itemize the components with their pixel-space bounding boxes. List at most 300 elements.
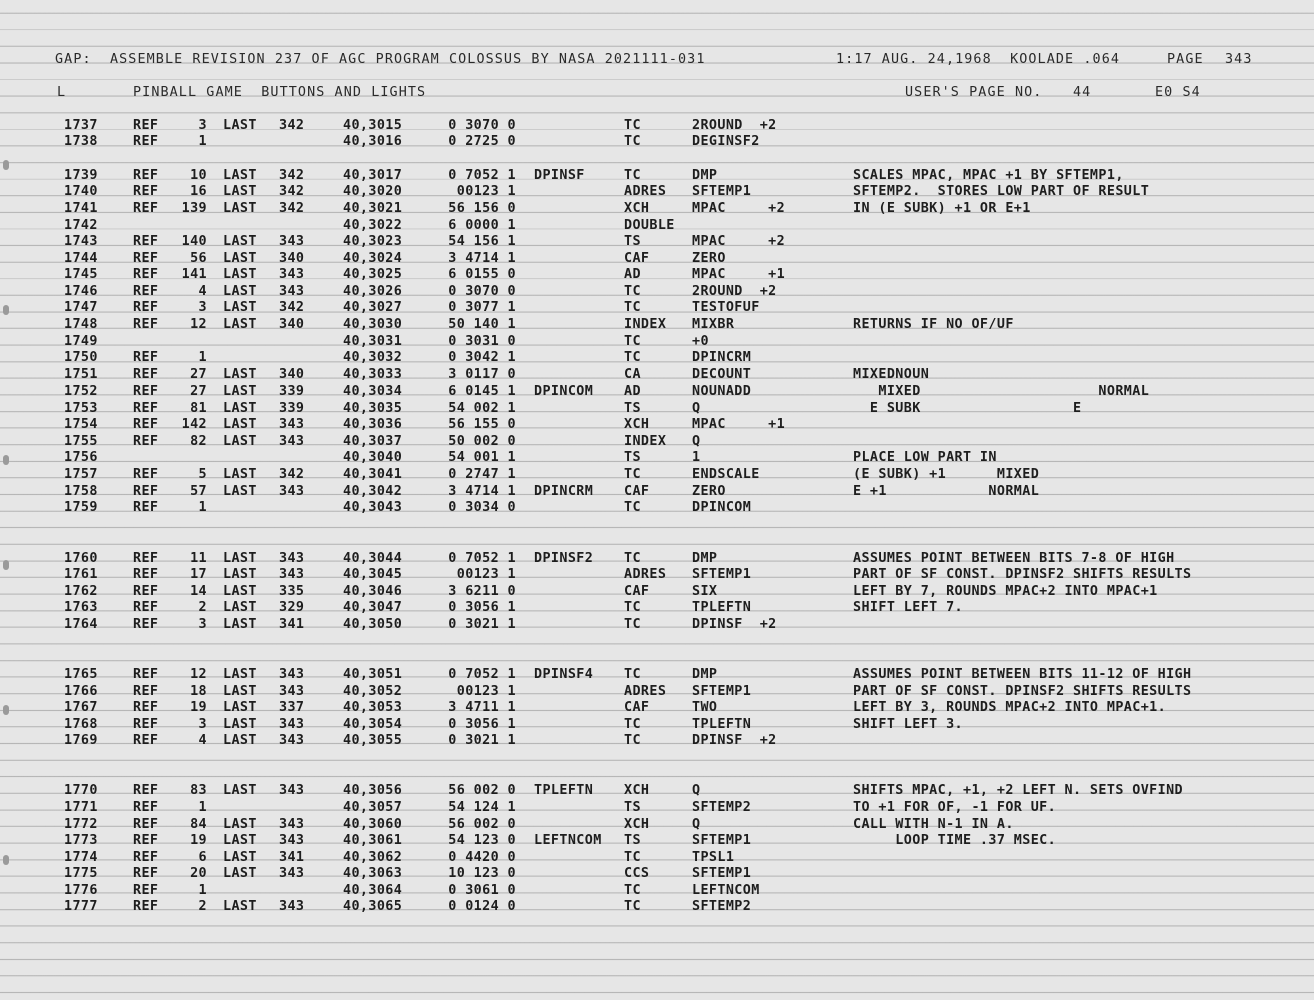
ref-count: 1: [198, 350, 207, 365]
operand: DPINCOM: [692, 500, 752, 515]
comment: ASSUMES POINT BETWEEN BITS 7-8 OF HIGH: [853, 551, 1175, 566]
last-keyword: LAST: [223, 717, 257, 732]
last-page: 340: [279, 317, 305, 332]
ref-keyword: REF: [133, 567, 159, 582]
operand: 2ROUND +2: [692, 118, 777, 133]
address: 40,3024: [343, 251, 403, 266]
line-number: 1774: [64, 850, 98, 865]
line-number: 1739: [64, 168, 98, 183]
octal-word: 0 2747 1: [448, 467, 516, 482]
opcode: INDEX: [624, 317, 667, 332]
operand: MPAC +2: [692, 201, 786, 216]
ref-count: 82: [190, 434, 207, 449]
octal-word: 56 002 0: [448, 783, 516, 798]
address: 40,3055: [343, 733, 403, 748]
listing-row: [0, 717, 1314, 733]
last-page: 343: [279, 434, 305, 449]
address: 40,3035: [343, 401, 403, 416]
listing-row: [0, 667, 1314, 683]
last-page: 341: [279, 850, 305, 865]
ref-count: 5: [198, 467, 207, 482]
octal-word: 50 002 0: [448, 434, 516, 449]
opcode: TC: [624, 850, 641, 865]
operand: DPINCRM: [692, 350, 752, 365]
last-keyword: LAST: [223, 434, 257, 449]
last-page: 343: [279, 866, 305, 881]
ref-count: 3: [198, 717, 207, 732]
line-number: 1755: [64, 434, 98, 449]
ref-keyword: REF: [133, 184, 159, 199]
address: 40,3023: [343, 234, 403, 249]
listing-row: [0, 850, 1314, 866]
last-page: 341: [279, 617, 305, 632]
ref-keyword: REF: [133, 367, 159, 382]
ref-count: 6: [198, 850, 207, 865]
ref-count: 3: [198, 300, 207, 315]
address: 40,3043: [343, 500, 403, 515]
last-keyword: LAST: [223, 168, 257, 183]
users-page-number: 44: [1073, 85, 1092, 100]
last-keyword: LAST: [223, 783, 257, 798]
last-keyword: LAST: [223, 317, 257, 332]
ref-keyword: REF: [133, 300, 159, 315]
line-number: 1737: [64, 118, 98, 133]
line-number: 1744: [64, 251, 98, 266]
operand: DECOUNT: [692, 367, 752, 382]
users-page-label: USER'S PAGE NO.: [905, 85, 1043, 100]
listing-row: [0, 883, 1314, 899]
ref-count: 20: [190, 866, 207, 881]
operand: SFTEMP1: [692, 684, 752, 699]
listing-row: [0, 617, 1314, 633]
label: TPLEFTN: [534, 783, 594, 798]
address: 40,3044: [343, 551, 403, 566]
octal-word: 6 0000 1: [448, 218, 516, 233]
opcode: INDEX: [624, 434, 667, 449]
ref-keyword: REF: [133, 350, 159, 365]
octal-word: 56 155 0: [448, 417, 516, 432]
listing-row: [0, 899, 1314, 915]
octal-word: 00123 1: [456, 184, 516, 199]
ref-keyword: REF: [133, 833, 159, 848]
last-page: 343: [279, 684, 305, 699]
last-keyword: LAST: [223, 833, 257, 848]
address: 40,3037: [343, 434, 403, 449]
address: 40,3064: [343, 883, 403, 898]
octal-word: 0 3056 1: [448, 600, 516, 615]
listing-row: [0, 184, 1314, 200]
section-title: PINBALL GAME BUTTONS AND LIGHTS: [133, 85, 427, 100]
opcode: TS: [624, 401, 641, 416]
ref-keyword: REF: [133, 267, 159, 282]
opcode: XCH: [624, 417, 650, 432]
last-keyword: LAST: [223, 201, 257, 216]
ref-count: 84: [190, 817, 207, 832]
ref-keyword: REF: [133, 500, 159, 515]
comment: IN (E SUBK) +1 OR E+1: [853, 201, 1031, 216]
ref-keyword: REF: [133, 684, 159, 699]
operand: DMP: [692, 168, 718, 183]
line-number: 1753: [64, 401, 98, 416]
ref-count: 19: [190, 833, 207, 848]
octal-word: 0 3077 1: [448, 300, 516, 315]
line-number: 1750: [64, 350, 98, 365]
opcode: TS: [624, 833, 641, 848]
ref-count: 2: [198, 600, 207, 615]
ref-keyword: REF: [133, 251, 159, 266]
address: 40,3015: [343, 118, 403, 133]
last-keyword: LAST: [223, 700, 257, 715]
ref-count: 14: [190, 584, 207, 599]
operand: SIX: [692, 584, 718, 599]
octal-word: 3 4714 1: [448, 484, 516, 499]
listing-row: [0, 350, 1314, 366]
line-number: 1763: [64, 600, 98, 615]
address: 40,3052: [343, 684, 403, 699]
ref-count: 12: [190, 317, 207, 332]
listing-row: [0, 234, 1314, 250]
comment: LOOP TIME .37 MSEC.: [853, 833, 1057, 848]
line-number: 1754: [64, 417, 98, 432]
comment: TO +1 FOR OF, -1 FOR UF.: [853, 800, 1057, 815]
ref-keyword: REF: [133, 467, 159, 482]
assembly-header: [0, 52, 1314, 68]
line-number: 1740: [64, 184, 98, 199]
page-number: 343: [1225, 52, 1253, 67]
ref-count: 81: [190, 401, 207, 416]
listing-row: [0, 267, 1314, 283]
octal-word: 54 123 0: [448, 833, 516, 848]
operand: DMP: [692, 667, 718, 682]
ref-keyword: REF: [133, 118, 159, 133]
address: 40,3062: [343, 850, 403, 865]
comment: (E SUBK) +1 MIXED: [853, 467, 1040, 482]
ref-count: 139: [181, 201, 207, 216]
comment: PART OF SF CONST. DPINSF2 SHIFTS RESULTS: [853, 684, 1192, 699]
octal-word: 6 0145 1: [448, 384, 516, 399]
ref-count: 17: [190, 567, 207, 582]
ref-count: 1: [198, 500, 207, 515]
operand: SFTEMP2: [692, 800, 752, 815]
address: 40,3027: [343, 300, 403, 315]
operand: LEFTNCOM: [692, 883, 760, 898]
address: 40,3021: [343, 201, 403, 216]
last-keyword: LAST: [223, 367, 257, 382]
opcode: TC: [624, 500, 641, 515]
opcode: TC: [624, 118, 641, 133]
last-keyword: LAST: [223, 118, 257, 133]
comment: MIXED NORMAL: [853, 384, 1150, 399]
opcode: ADRES: [624, 184, 667, 199]
octal-word: 0 4420 0: [448, 850, 516, 865]
ref-keyword: REF: [133, 317, 159, 332]
listing-row: [0, 201, 1314, 217]
octal-word: 0 3021 1: [448, 733, 516, 748]
line-number: 1777: [64, 899, 98, 914]
operand: ZERO: [692, 484, 726, 499]
last-page: 343: [279, 284, 305, 299]
address: 40,3056: [343, 783, 403, 798]
line-number: 1748: [64, 317, 98, 332]
operand: SFTEMP1: [692, 866, 752, 881]
octal-word: 54 002 1: [448, 401, 516, 416]
listing-row: [0, 168, 1314, 184]
opcode: TC: [624, 717, 641, 732]
operand: Q: [692, 401, 701, 416]
last-page: 329: [279, 600, 305, 615]
address: 40,3060: [343, 817, 403, 832]
ref-count: 57: [190, 484, 207, 499]
opcode: CA: [624, 367, 641, 382]
octal-word: 0 7052 1: [448, 667, 516, 682]
octal-word: 0 3070 0: [448, 284, 516, 299]
last-keyword: LAST: [223, 817, 257, 832]
octal-word: 56 002 0: [448, 817, 516, 832]
listing-row: [0, 251, 1314, 267]
opcode: XCH: [624, 783, 650, 798]
ref-count: 2: [198, 899, 207, 914]
operand: Q: [692, 783, 701, 798]
listing-row: [0, 317, 1314, 333]
line-number: 1764: [64, 617, 98, 632]
operand: MPAC +2: [692, 234, 786, 249]
ref-count: 56: [190, 251, 207, 266]
label: DPINSF: [534, 168, 585, 183]
line-number: 1771: [64, 800, 98, 815]
address: 40,3020: [343, 184, 403, 199]
opcode: TC: [624, 883, 641, 898]
opcode: TC: [624, 551, 641, 566]
ref-count: 10: [190, 168, 207, 183]
last-keyword: LAST: [223, 467, 257, 482]
last-page: 342: [279, 467, 305, 482]
octal-word: 6 0155 0: [448, 267, 516, 282]
listing-row: [0, 417, 1314, 433]
last-page: 343: [279, 567, 305, 582]
operand: SFTEMP2: [692, 899, 752, 914]
address: 40,3030: [343, 317, 403, 332]
octal-word: 0 3061 0: [448, 883, 516, 898]
operand: ENDSCALE: [692, 467, 760, 482]
last-keyword: LAST: [223, 617, 257, 632]
line-number: 1757: [64, 467, 98, 482]
last-keyword: LAST: [223, 584, 257, 599]
line-number: 1745: [64, 267, 98, 282]
ref-count: 18: [190, 684, 207, 699]
line-number: 1758: [64, 484, 98, 499]
comment: SHIFT LEFT 3.: [853, 717, 964, 732]
comment: E SUBK E: [853, 401, 1082, 416]
last-keyword: LAST: [223, 866, 257, 881]
address: 40,3045: [343, 567, 403, 582]
operand: DPINSF +2: [692, 733, 777, 748]
listing-row: [0, 218, 1314, 234]
ref-keyword: REF: [133, 551, 159, 566]
address: 40,3022: [343, 218, 403, 233]
line-number: 1738: [64, 134, 98, 149]
octal-word: 54 156 1: [448, 234, 516, 249]
ref-count: 1: [198, 800, 207, 815]
octal-word: 0 3034 0: [448, 500, 516, 515]
opcode: TC: [624, 467, 641, 482]
page-label: PAGE: [1167, 52, 1204, 67]
last-page: 343: [279, 484, 305, 499]
opcode: TS: [624, 800, 641, 815]
opcode: TC: [624, 733, 641, 748]
ref-count: 1: [198, 134, 207, 149]
address: 40,3054: [343, 717, 403, 732]
line-number: 1769: [64, 733, 98, 748]
operand: TPSL1: [692, 850, 735, 865]
opcode: TC: [624, 600, 641, 615]
opcode: AD: [624, 267, 641, 282]
listing-row: [0, 401, 1314, 417]
ref-count: 140: [181, 234, 207, 249]
operand: Q: [692, 817, 701, 832]
line-number: 1776: [64, 883, 98, 898]
ref-count: 27: [190, 367, 207, 382]
octal-word: 3 4711 1: [448, 700, 516, 715]
last-keyword: LAST: [223, 284, 257, 299]
octal-word: 0 7052 1: [448, 551, 516, 566]
last-page: 337: [279, 700, 305, 715]
operand: TWO: [692, 700, 718, 715]
last-page: 340: [279, 367, 305, 382]
line-number: 1772: [64, 817, 98, 832]
ref-keyword: REF: [133, 866, 159, 881]
operand: ZERO: [692, 251, 726, 266]
comment: LEFT BY 3, ROUNDS MPAC+2 INTO MPAC+1.: [853, 700, 1167, 715]
ref-keyword: REF: [133, 783, 159, 798]
last-page: 343: [279, 551, 305, 566]
ref-count: 1: [198, 883, 207, 898]
octal-word: 0 3056 1: [448, 717, 516, 732]
comment: MIXEDNOUN: [853, 367, 930, 382]
address: 40,3031: [343, 334, 403, 349]
line-number: 1766: [64, 684, 98, 699]
opcode: CAF: [624, 484, 650, 499]
listing-row: [0, 284, 1314, 300]
ref-keyword: REF: [133, 384, 159, 399]
address: 40,3061: [343, 833, 403, 848]
last-page: 343: [279, 783, 305, 798]
opcode: TS: [624, 234, 641, 249]
comment: CALL WITH N-1 IN A.: [853, 817, 1014, 832]
address: 40,3025: [343, 267, 403, 282]
last-keyword: LAST: [223, 567, 257, 582]
octal-word: 54 001 1: [448, 450, 516, 465]
line-number: 1767: [64, 700, 98, 715]
operand: 1: [692, 450, 701, 465]
line-number: 1749: [64, 334, 98, 349]
opcode: ADRES: [624, 684, 667, 699]
last-page: 343: [279, 899, 305, 914]
comment: E +1 NORMAL: [853, 484, 1040, 499]
opcode: ADRES: [624, 567, 667, 582]
opcode: TC: [624, 284, 641, 299]
listing-row: [0, 467, 1314, 483]
octal-word: 00123 1: [456, 567, 516, 582]
address: 40,3036: [343, 417, 403, 432]
octal-word: 3 0117 0: [448, 367, 516, 382]
opcode: CCS: [624, 866, 650, 881]
ref-keyword: REF: [133, 168, 159, 183]
address: 40,3026: [343, 284, 403, 299]
listing-row: [0, 118, 1314, 134]
octal-word: 3 4714 1: [448, 251, 516, 266]
octal-word: 00123 1: [456, 684, 516, 699]
last-page: 342: [279, 184, 305, 199]
last-page: 335: [279, 584, 305, 599]
last-page: 343: [279, 234, 305, 249]
operand: SFTEMP1: [692, 567, 752, 582]
comment: RETURNS IF NO OF/UF: [853, 317, 1014, 332]
ref-count: 141: [181, 267, 207, 282]
opcode: TC: [624, 617, 641, 632]
operand: DEGINSF2: [692, 134, 760, 149]
octal-word: 0 3031 0: [448, 334, 516, 349]
operand: 2ROUND +2: [692, 284, 777, 299]
ref-count: 11: [190, 551, 207, 566]
last-page: 343: [279, 717, 305, 732]
label: DPINCOM: [534, 384, 594, 399]
operand: MPAC +1: [692, 267, 786, 282]
ref-keyword: REF: [133, 850, 159, 865]
ref-keyword: REF: [133, 617, 159, 632]
last-keyword: LAST: [223, 234, 257, 249]
address: 40,3041: [343, 467, 403, 482]
operand: MIXBR: [692, 317, 735, 332]
line-number: 1741: [64, 201, 98, 216]
octal-word: 10 123 0: [448, 866, 516, 881]
last-keyword: LAST: [223, 251, 257, 266]
address: 40,3034: [343, 384, 403, 399]
last-keyword: LAST: [223, 484, 257, 499]
opcode: AD: [624, 384, 641, 399]
opcode: TC: [624, 334, 641, 349]
address: 40,3047: [343, 600, 403, 615]
label: DPINSF2: [534, 551, 594, 566]
ref-keyword: REF: [133, 817, 159, 832]
line-number: 1751: [64, 367, 98, 382]
ref-keyword: REF: [133, 284, 159, 299]
ref-keyword: REF: [133, 600, 159, 615]
octal-word: 56 156 0: [448, 201, 516, 216]
last-page: 342: [279, 300, 305, 315]
last-keyword: LAST: [223, 300, 257, 315]
address: 40,3017: [343, 168, 403, 183]
last-keyword: LAST: [223, 733, 257, 748]
operand: SFTEMP1: [692, 184, 752, 199]
listing-row: [0, 500, 1314, 516]
octal-word: 0 3042 1: [448, 350, 516, 365]
ref-count: 142: [181, 417, 207, 432]
octal-word: 0 0124 0: [448, 899, 516, 914]
ref-keyword: REF: [133, 883, 159, 898]
octal-word: 3 6211 0: [448, 584, 516, 599]
address: 40,3040: [343, 450, 403, 465]
opcode: TC: [624, 300, 641, 315]
listing-row: [0, 684, 1314, 700]
octal-word: 0 2725 0: [448, 134, 516, 149]
comment: SFTEMP2. STORES LOW PART OF RESULT: [853, 184, 1150, 199]
label: LEFTNCOM: [534, 833, 602, 848]
opcode: DOUBLE: [624, 218, 675, 233]
last-page: 342: [279, 118, 305, 133]
last-keyword: LAST: [223, 401, 257, 416]
opcode: XCH: [624, 817, 650, 832]
listing-row: [0, 567, 1314, 583]
